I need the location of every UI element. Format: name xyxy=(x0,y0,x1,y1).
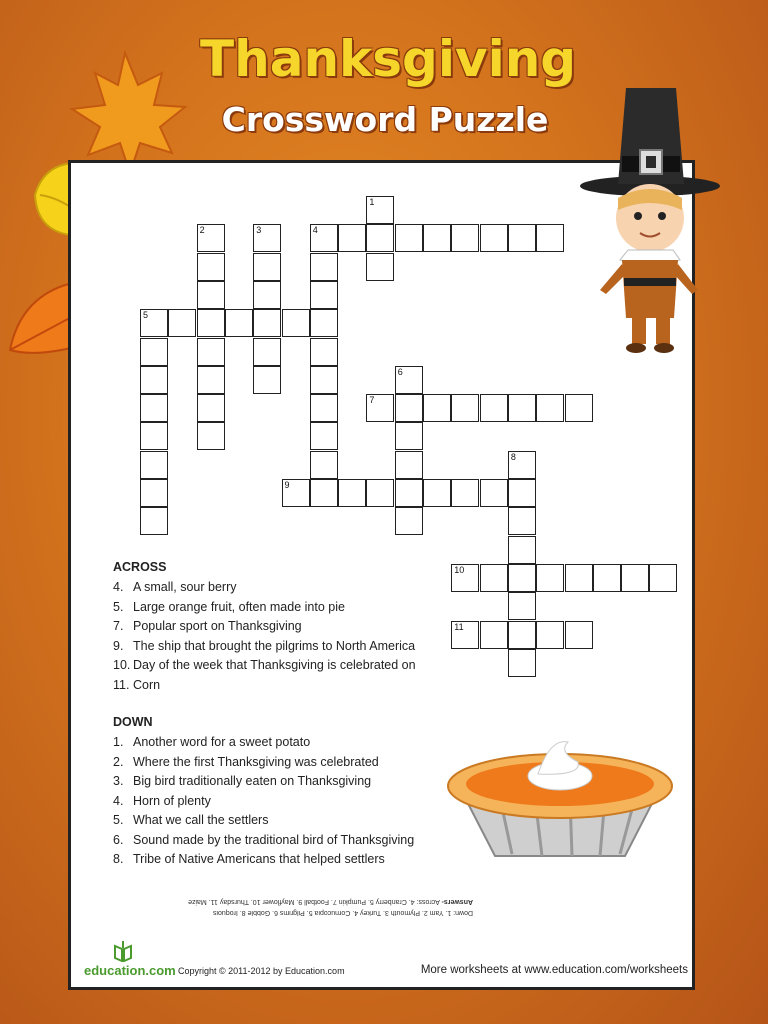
clue-down-8: 8. Tribe of Native Americans that helped settlers xyxy=(113,852,385,866)
crossword-cell[interactable] xyxy=(423,394,451,422)
crossword-cell[interactable] xyxy=(508,394,536,422)
crossword-cell[interactable] xyxy=(480,621,508,649)
across-clues xyxy=(113,560,416,695)
crossword-cell[interactable] xyxy=(310,366,338,394)
crossword-cell[interactable] xyxy=(480,479,508,507)
crossword-cell[interactable] xyxy=(253,253,281,281)
crossword-cell[interactable] xyxy=(480,394,508,422)
book-icon xyxy=(112,940,134,962)
answer-key-across: Answers- Across: 4. Cranberry 5. Pumpkin 7. Football 9. Mayflower 10. Thursday 11. Maize xyxy=(188,898,473,905)
across-heading: ACROSS xyxy=(113,560,167,574)
clue-number: 7 xyxy=(369,395,375,406)
crossword-cell[interactable] xyxy=(310,281,338,309)
more-worksheets-link[interactable]: More worksheets at www.education.com/worksheets xyxy=(420,964,688,976)
crossword-cell[interactable] xyxy=(253,224,281,252)
clue-number: 10 xyxy=(454,564,465,575)
clue-number: 5 xyxy=(143,310,149,321)
clue-number: 9 xyxy=(284,480,290,490)
pumpkin-pie-icon xyxy=(440,728,680,868)
crossword-cell[interactable] xyxy=(282,309,310,337)
clue-down-3: 3. Big bird traditionally eaten on Thanksgiving xyxy=(113,774,372,788)
crossword-cell[interactable] xyxy=(197,253,225,281)
crossword-cell[interactable] xyxy=(225,309,253,337)
crossword-cell[interactable] xyxy=(140,451,168,479)
crossword-cell[interactable] xyxy=(536,224,564,252)
crossword-cell[interactable] xyxy=(565,564,593,592)
down-heading: DOWN xyxy=(113,715,153,729)
crossword-cell[interactable] xyxy=(253,281,281,309)
crossword-cell[interactable] xyxy=(480,564,508,592)
crossword-cell[interactable] xyxy=(395,507,423,535)
clue-across-11: 11. Corn xyxy=(113,677,161,692)
crossword-cell[interactable] xyxy=(197,366,225,394)
crossword-cell[interactable] xyxy=(366,196,394,224)
crossword-cell[interactable] xyxy=(310,224,338,252)
crossword-cell[interactable] xyxy=(423,224,451,252)
crossword-cell[interactable] xyxy=(621,564,649,592)
crossword-cell[interactable] xyxy=(253,309,281,337)
crossword-cell[interactable] xyxy=(140,309,168,337)
crossword-cell[interactable] xyxy=(140,422,168,450)
crossword-cell[interactable] xyxy=(310,309,338,337)
crossword-cell[interactable] xyxy=(310,422,338,450)
crossword-cell[interactable] xyxy=(282,479,310,507)
clue-down-4: 4. Horn of plenty xyxy=(113,793,211,808)
crossword-cell[interactable] xyxy=(451,224,479,252)
crossword-cell[interactable] xyxy=(451,394,479,422)
crossword-cell[interactable] xyxy=(310,451,338,479)
crossword-cell[interactable] xyxy=(140,507,168,535)
crossword-cell[interactable] xyxy=(140,366,168,394)
clue-down-6: 6. Sound made by the traditional bird of Thanksgiving xyxy=(113,832,415,847)
clue-across-4: 4. A small, sour berry xyxy=(113,580,237,594)
page-subtitle: Crossword Puzzle xyxy=(221,100,549,139)
clue-number: 2 xyxy=(199,225,205,236)
answer-key-down: Down: 1. Yam 2. Plymouth 3. Turkey 4. Cornucopia 5. Pilgrims 6. Gobble 8. Iroquois xyxy=(212,909,473,916)
crossword-cell[interactable] xyxy=(508,224,536,252)
crossword-cell[interactable] xyxy=(423,479,451,507)
crossword-cell[interactable] xyxy=(366,479,394,507)
crossword-cell[interactable] xyxy=(593,564,621,592)
crossword-cell[interactable] xyxy=(310,253,338,281)
crossword-cell[interactable] xyxy=(395,224,423,252)
crossword-cell[interactable] xyxy=(508,479,536,507)
clue-down-1: 1. Another word for a sweet potato xyxy=(113,735,311,749)
crossword-cell[interactable] xyxy=(565,621,593,649)
crossword-cell[interactable] xyxy=(197,394,225,422)
clue-number: 3 xyxy=(256,225,262,236)
crossword-cell[interactable] xyxy=(508,621,536,649)
clue-number: 11 xyxy=(454,621,464,632)
crossword-cell[interactable] xyxy=(508,536,536,564)
crossword-cell[interactable] xyxy=(338,479,366,507)
pilgrim-icon xyxy=(578,78,728,358)
page-title: Thanksgiving xyxy=(200,30,577,88)
crossword-cell[interactable] xyxy=(366,394,394,422)
clue-across-5: 5. Large orange fruit, often made into pie xyxy=(113,599,345,614)
clue-down-5: 5. What we call the settlers xyxy=(113,813,269,827)
crossword-cell[interactable] xyxy=(480,224,508,252)
crossword-cell[interactable] xyxy=(140,479,168,507)
down-clues xyxy=(113,715,414,870)
crossword-cell[interactable] xyxy=(338,224,366,252)
crossword-cell[interactable] xyxy=(451,479,479,507)
crossword-cell[interactable] xyxy=(197,309,225,337)
crossword-cell[interactable] xyxy=(395,366,423,394)
crossword-cell[interactable] xyxy=(366,224,394,252)
crossword-cell[interactable] xyxy=(649,564,677,592)
crossword-cell[interactable] xyxy=(197,281,225,309)
crossword-cell[interactable] xyxy=(310,394,338,422)
clue-across-10: 10. Day of the week that Thanksgiving is celebrated on xyxy=(113,658,416,672)
clue-down-2: 2. Where the first Thanksgiving was celebrated xyxy=(113,754,379,769)
crossword-cell[interactable] xyxy=(508,564,536,592)
clue-number: 1 xyxy=(369,197,375,207)
answer-key xyxy=(113,896,473,918)
crossword-cell[interactable] xyxy=(395,479,423,507)
crossword-cell[interactable] xyxy=(565,394,593,422)
crossword-cell[interactable] xyxy=(197,422,225,450)
crossword-cell[interactable] xyxy=(395,422,423,450)
clue-number: 4 xyxy=(312,225,318,236)
crossword-cell[interactable] xyxy=(140,338,168,366)
crossword-cell[interactable] xyxy=(536,621,564,649)
clue-number: 8 xyxy=(510,451,516,462)
clue-across-9: 9. The ship that brought the pilgrims to North America xyxy=(113,638,416,653)
crossword-cell[interactable] xyxy=(536,564,564,592)
crossword-cell[interactable] xyxy=(366,253,394,281)
clue-across-7: 7. Popular sport on Thanksgiving xyxy=(113,619,302,633)
crossword-cell[interactable] xyxy=(508,649,536,677)
copyright-text: Copyright © 2011-2012 by Education.com xyxy=(178,966,345,976)
crossword-cell[interactable] xyxy=(395,451,423,479)
crossword-cell[interactable] xyxy=(253,338,281,366)
crossword-cell[interactable] xyxy=(140,394,168,422)
crossword-cell[interactable] xyxy=(451,621,479,649)
education-logo[interactable]: education.com xyxy=(84,963,176,978)
crossword-cell[interactable] xyxy=(168,309,196,337)
crossword-cell[interactable] xyxy=(508,451,536,479)
crossword-cell[interactable] xyxy=(395,394,423,422)
clue-number: 6 xyxy=(397,366,403,377)
crossword-cell[interactable] xyxy=(310,338,338,366)
crossword-cell[interactable] xyxy=(451,564,479,592)
crossword-cell[interactable] xyxy=(197,224,225,252)
crossword-cell[interactable] xyxy=(508,592,536,620)
crossword-cell[interactable] xyxy=(310,479,338,507)
crossword-cell[interactable] xyxy=(197,338,225,366)
crossword-cell[interactable] xyxy=(253,366,281,394)
crossword-cell[interactable] xyxy=(508,507,536,535)
crossword-cell[interactable] xyxy=(536,394,564,422)
